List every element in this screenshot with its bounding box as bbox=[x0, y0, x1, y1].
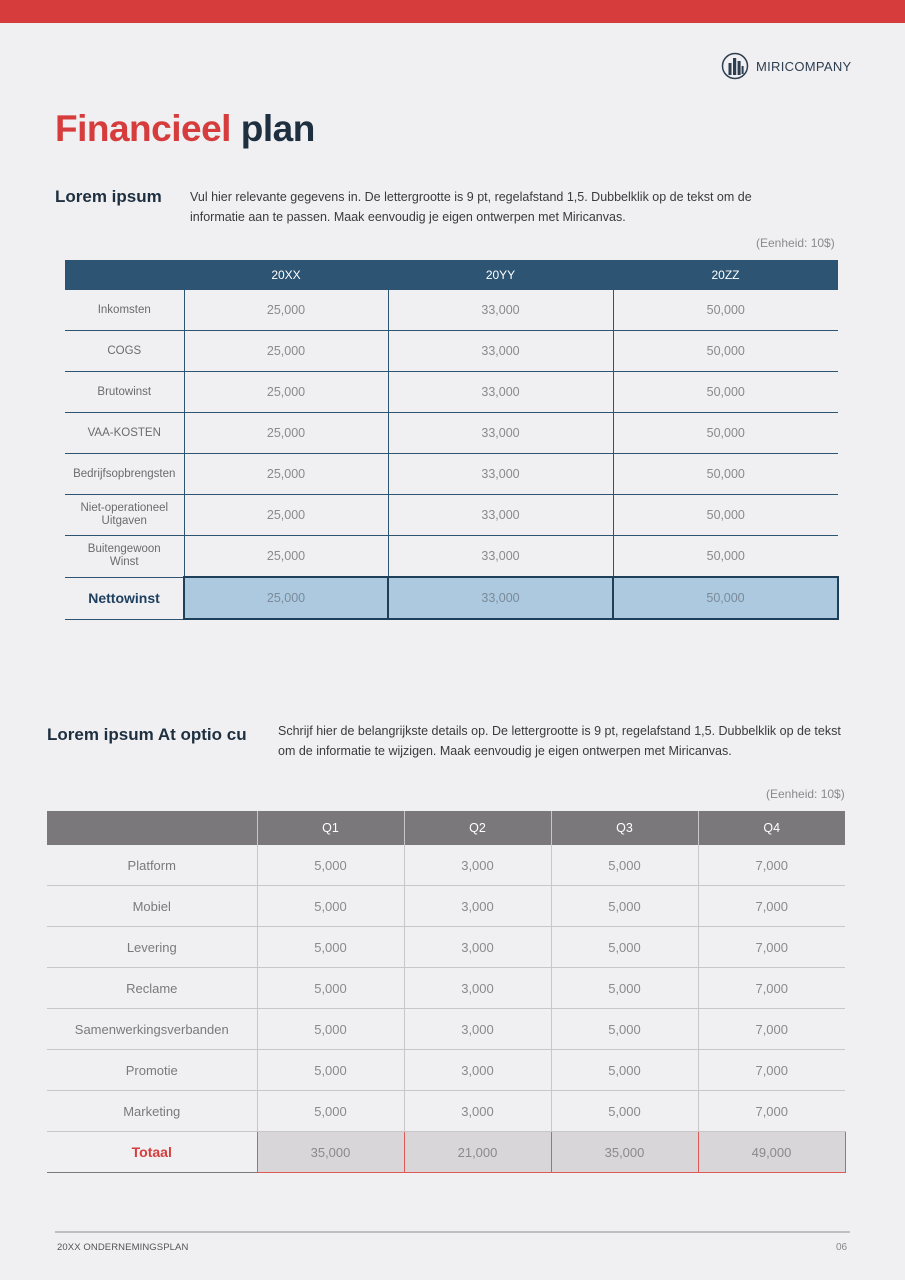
cell-value: 50,000 bbox=[613, 536, 838, 578]
section2-unit: (Eenheid: 10$) bbox=[766, 787, 845, 801]
header-20xx: 20XX bbox=[184, 260, 388, 290]
cell-value: 33,000 bbox=[388, 372, 613, 413]
table-row bbox=[65, 536, 838, 578]
cell-value: 25,000 bbox=[184, 413, 388, 454]
row-label: Levering bbox=[47, 927, 257, 968]
table-row bbox=[47, 1009, 845, 1050]
table-row bbox=[47, 927, 845, 968]
table-row bbox=[47, 968, 845, 1009]
cell-value: 33,000 bbox=[388, 413, 613, 454]
cell-value: 50,000 bbox=[613, 413, 838, 454]
page-number: 06 bbox=[836, 1242, 848, 1253]
quarterly-table bbox=[47, 811, 846, 1173]
total-value: 33,000 bbox=[388, 577, 613, 619]
top-accent-bar bbox=[0, 0, 905, 23]
row-label: Samenwerkingsverbanden bbox=[47, 1009, 257, 1050]
row-label: Mobiel bbox=[47, 886, 257, 927]
cell-value: 3,000 bbox=[404, 886, 551, 927]
cell-value: 5,000 bbox=[551, 886, 698, 927]
total-value: 50,000 bbox=[613, 577, 838, 619]
financial-table bbox=[65, 260, 839, 620]
table-row bbox=[65, 290, 838, 331]
cell-value: 5,000 bbox=[551, 1091, 698, 1132]
table-row bbox=[47, 886, 845, 927]
cell-value: 50,000 bbox=[613, 454, 838, 495]
cell-value: 25,000 bbox=[184, 372, 388, 413]
cell-value: 3,000 bbox=[404, 927, 551, 968]
row-label: Brutowinst bbox=[65, 372, 184, 413]
cell-value: 25,000 bbox=[184, 536, 388, 578]
cell-value: 50,000 bbox=[613, 290, 838, 331]
table-row bbox=[65, 495, 838, 536]
cell-value: 50,000 bbox=[613, 372, 838, 413]
header-empty-cell bbox=[65, 260, 184, 290]
table-row bbox=[47, 845, 845, 886]
cell-value: 5,000 bbox=[551, 927, 698, 968]
row-label: Promotie bbox=[47, 1050, 257, 1091]
section1-unit: (Eenheid: 10$) bbox=[756, 236, 835, 250]
cell-value: 5,000 bbox=[257, 1009, 404, 1050]
cell-value: 33,000 bbox=[388, 536, 613, 578]
cell-value: 3,000 bbox=[404, 1050, 551, 1091]
cell-value: 33,000 bbox=[388, 495, 613, 536]
cell-value: 7,000 bbox=[698, 1050, 845, 1091]
footer-divider bbox=[55, 1231, 850, 1233]
row-label: COGS bbox=[65, 331, 184, 372]
cell-value: 33,000 bbox=[388, 290, 613, 331]
header-q3: Q3 bbox=[551, 811, 698, 845]
section2-heading: Lorem ipsum At optio cu bbox=[47, 725, 247, 744]
total-value: 35,000 bbox=[551, 1132, 698, 1173]
cell-value: 33,000 bbox=[388, 331, 613, 372]
row-label: VAA-KOSTEN bbox=[65, 413, 184, 454]
title-part-red: Financieel bbox=[55, 108, 231, 149]
footer-document-title: 20XX ONDERNEMINGSPLAN bbox=[57, 1242, 189, 1253]
cell-value: 50,000 bbox=[613, 495, 838, 536]
table-row bbox=[65, 372, 838, 413]
cell-value: 7,000 bbox=[698, 886, 845, 927]
table-row bbox=[65, 331, 838, 372]
table-row bbox=[65, 413, 838, 454]
section1-heading: Lorem ipsum bbox=[55, 187, 162, 206]
cell-value: 25,000 bbox=[184, 454, 388, 495]
row-label: Platform bbox=[47, 845, 257, 886]
title-part-dark: plan bbox=[240, 108, 315, 149]
cell-value: 5,000 bbox=[257, 1091, 404, 1132]
cell-value: 5,000 bbox=[257, 927, 404, 968]
table-row bbox=[47, 1050, 845, 1091]
row-label: Reclame bbox=[47, 968, 257, 1009]
header-q1: Q1 bbox=[257, 811, 404, 845]
total-value: 35,000 bbox=[257, 1132, 404, 1173]
total-value: 25,000 bbox=[184, 577, 388, 619]
header-q2: Q2 bbox=[404, 811, 551, 845]
cell-value: 33,000 bbox=[388, 454, 613, 495]
cell-value: 3,000 bbox=[404, 968, 551, 1009]
table-header-row bbox=[47, 811, 845, 845]
cell-value: 25,000 bbox=[184, 290, 388, 331]
cell-value: 5,000 bbox=[551, 1050, 698, 1091]
cell-value: 5,000 bbox=[551, 1009, 698, 1050]
cell-value: 5,000 bbox=[257, 886, 404, 927]
cell-value: 7,000 bbox=[698, 845, 845, 886]
company-logo bbox=[721, 52, 852, 80]
cell-value: 50,000 bbox=[613, 331, 838, 372]
header-20yy: 20YY bbox=[388, 260, 613, 290]
row-label: Inkomsten bbox=[65, 290, 184, 331]
building-logo-icon bbox=[721, 52, 749, 80]
header-empty-cell bbox=[47, 811, 257, 845]
cell-value: 7,000 bbox=[698, 1009, 845, 1050]
cell-value: 5,000 bbox=[257, 1050, 404, 1091]
section1-description: Vul hier relevante gegevens in. De lettergrootte is 9 pt, regelafstand 1,5. Dubbelklik op de tekst om de informatie aan te passen. Maak eenvoudig je eigen ontwerpen met Miricanvas. bbox=[190, 190, 752, 224]
cell-value: 25,000 bbox=[184, 495, 388, 536]
row-label: Buitengewoon Winst bbox=[65, 536, 184, 578]
table-total-row bbox=[47, 1132, 845, 1173]
cell-value: 7,000 bbox=[698, 927, 845, 968]
cell-value: 3,000 bbox=[404, 1009, 551, 1050]
company-name: MIRICOMPANY bbox=[756, 58, 852, 74]
cell-value: 25,000 bbox=[184, 331, 388, 372]
cell-value: 7,000 bbox=[698, 1091, 845, 1132]
cell-value: 5,000 bbox=[257, 845, 404, 886]
row-label: Bedrijfsopbrengsten bbox=[65, 454, 184, 495]
cell-value: 3,000 bbox=[404, 1091, 551, 1132]
total-value: 49,000 bbox=[698, 1132, 845, 1173]
table-row bbox=[47, 1091, 845, 1132]
cell-value: 3,000 bbox=[404, 845, 551, 886]
header-20zz: 20ZZ bbox=[613, 260, 838, 290]
total-label: Nettowinst bbox=[65, 577, 184, 619]
table-row bbox=[65, 454, 838, 495]
table-total-row bbox=[65, 577, 838, 619]
page-title bbox=[55, 106, 315, 152]
header-q4: Q4 bbox=[698, 811, 845, 845]
section2-description: Schrijf hier de belangrijkste details op. De lettergrootte is 9 pt, regelafstand 1,5. Dubbelklik op de tekst om de informatie te wijzigen. Maak eenvoudig je eigen ontwerpen met Miricanvas. bbox=[278, 724, 841, 758]
cell-value: 5,000 bbox=[257, 968, 404, 1009]
total-value: 21,000 bbox=[404, 1132, 551, 1173]
cell-value: 5,000 bbox=[551, 845, 698, 886]
cell-value: 7,000 bbox=[698, 968, 845, 1009]
row-label: Marketing bbox=[47, 1091, 257, 1132]
cell-value: 5,000 bbox=[551, 968, 698, 1009]
table-header-row bbox=[65, 260, 838, 290]
total-label: Totaal bbox=[47, 1132, 257, 1173]
row-label: Niet-operationeel Uitgaven bbox=[65, 495, 184, 536]
